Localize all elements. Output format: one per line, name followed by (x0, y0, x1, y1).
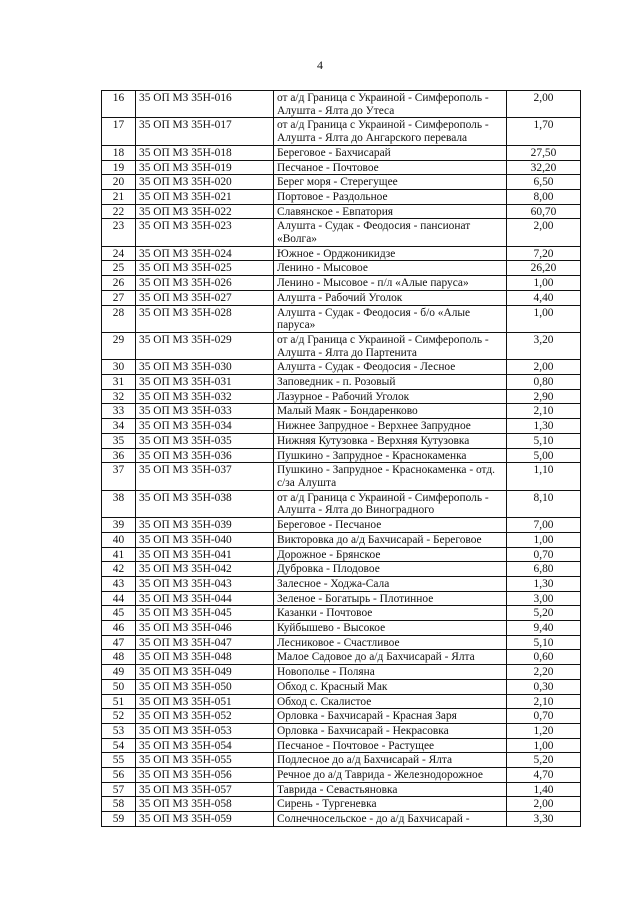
road-length: 5,00 (507, 448, 581, 463)
table-row (102, 189, 581, 204)
road-code: 35 ОП МЗ 35Н-054 (136, 738, 274, 753)
road-length: 1,70 (507, 118, 581, 145)
row-number: 55 (102, 753, 136, 768)
road-name: Пушкино - Запрудное - Краснокаменка - отд. с/за Алушта (274, 463, 507, 490)
table-row (102, 204, 581, 219)
table-row (102, 679, 581, 694)
row-number: 29 (102, 332, 136, 359)
road-code: 35 ОП МЗ 35Н-024 (136, 246, 274, 261)
road-code: 35 ОП МЗ 35Н-052 (136, 709, 274, 724)
row-number: 32 (102, 389, 136, 404)
road-code: 35 ОП МЗ 35Н-016 (136, 91, 274, 118)
road-name: от а/д Граница с Украиной - Симферополь - Алушта - Ялта до Ангарского перевала (274, 118, 507, 145)
table-row (102, 433, 581, 448)
road-name: Подлесное до а/д Бахчисарай - Ялта (274, 753, 507, 768)
road-code: 35 ОП МЗ 35Н-029 (136, 332, 274, 359)
row-number: 16 (102, 91, 136, 118)
row-number: 51 (102, 694, 136, 709)
road-length: 2,00 (507, 91, 581, 118)
row-number: 58 (102, 797, 136, 812)
road-name: Солнечносельское - до а/д Бахчисарай - (274, 812, 507, 827)
road-length: 2,90 (507, 389, 581, 404)
table-row (102, 591, 581, 606)
road-name: Обход с. Скалистое (274, 694, 507, 709)
row-number: 39 (102, 518, 136, 533)
row-number: 35 (102, 433, 136, 448)
road-code: 35 ОП МЗ 35Н-050 (136, 679, 274, 694)
row-number: 18 (102, 145, 136, 160)
road-code: 35 ОП МЗ 35Н-020 (136, 175, 274, 190)
road-length: 0,80 (507, 375, 581, 390)
row-number: 59 (102, 812, 136, 827)
table-row (102, 448, 581, 463)
road-code: 35 ОП МЗ 35Н-057 (136, 782, 274, 797)
road-length: 5,10 (507, 433, 581, 448)
road-length: 5,20 (507, 753, 581, 768)
road-length: 3,30 (507, 812, 581, 827)
table-row (102, 621, 581, 636)
road-length: 32,20 (507, 160, 581, 175)
table-row (102, 723, 581, 738)
road-length: 2,10 (507, 694, 581, 709)
table-row (102, 305, 581, 332)
road-code: 35 ОП МЗ 35Н-027 (136, 290, 274, 305)
road-name: Новополье - Поляна (274, 665, 507, 680)
row-number: 34 (102, 419, 136, 434)
road-length: 0,70 (507, 547, 581, 562)
table-row (102, 404, 581, 419)
road-length: 2,20 (507, 665, 581, 680)
road-length: 8,10 (507, 490, 581, 517)
road-name: Дорожное - Брянское (274, 547, 507, 562)
road-code: 35 ОП МЗ 35Н-042 (136, 562, 274, 577)
row-number: 44 (102, 591, 136, 606)
table-row (102, 576, 581, 591)
table-row (102, 160, 581, 175)
road-name: Портовое - Раздольное (274, 189, 507, 204)
road-code: 35 ОП МЗ 35Н-044 (136, 591, 274, 606)
row-number: 40 (102, 532, 136, 547)
row-number: 54 (102, 738, 136, 753)
road-code: 35 ОП МЗ 35Н-040 (136, 532, 274, 547)
road-length: 9,40 (507, 621, 581, 636)
row-number: 27 (102, 290, 136, 305)
row-number: 25 (102, 261, 136, 276)
row-number: 36 (102, 448, 136, 463)
row-number: 28 (102, 305, 136, 332)
table-row (102, 709, 581, 724)
road-length: 1,00 (507, 305, 581, 332)
road-name: Южное - Орджоникидзе (274, 246, 507, 261)
row-number: 19 (102, 160, 136, 175)
road-code: 35 ОП МЗ 35Н-022 (136, 204, 274, 219)
table-row (102, 360, 581, 375)
road-name: Заповедник - п. Розовый (274, 375, 507, 390)
row-number: 33 (102, 404, 136, 419)
table-row (102, 518, 581, 533)
table-row (102, 490, 581, 517)
road-name: Песчаное - Почтовое (274, 160, 507, 175)
road-code: 35 ОП МЗ 35Н-023 (136, 219, 274, 246)
road-name: Нижняя Кутузовка - Верхняя Кутузовка (274, 433, 507, 448)
road-code: 35 ОП МЗ 35Н-039 (136, 518, 274, 533)
road-code: 35 ОП МЗ 35Н-045 (136, 606, 274, 621)
road-length: 1,30 (507, 576, 581, 591)
road-name: Викторовка до а/д Бахчисарай - Береговое (274, 532, 507, 547)
row-number: 20 (102, 175, 136, 190)
table-row (102, 606, 581, 621)
road-length: 60,70 (507, 204, 581, 219)
road-code: 35 ОП МЗ 35Н-058 (136, 797, 274, 812)
road-code: 35 ОП МЗ 35Н-017 (136, 118, 274, 145)
table-row (102, 532, 581, 547)
page-number: 4 (317, 58, 323, 72)
road-name: Берег моря - Стерегущее (274, 175, 507, 190)
table-row (102, 782, 581, 797)
road-code: 35 ОП МЗ 35Н-055 (136, 753, 274, 768)
row-number: 31 (102, 375, 136, 390)
table-row (102, 738, 581, 753)
road-length: 1,00 (507, 276, 581, 291)
road-name: Ленино - Мысовое (274, 261, 507, 276)
roads-table-body (102, 91, 581, 827)
road-length: 27,50 (507, 145, 581, 160)
table-row (102, 246, 581, 261)
road-code: 35 ОП МЗ 35Н-038 (136, 490, 274, 517)
road-code: 35 ОП МЗ 35Н-033 (136, 404, 274, 419)
table-row (102, 175, 581, 190)
road-length: 2,00 (507, 360, 581, 375)
row-number: 26 (102, 276, 136, 291)
table-row (102, 91, 581, 118)
road-length: 5,20 (507, 606, 581, 621)
road-length: 6,80 (507, 562, 581, 577)
road-length: 4,40 (507, 290, 581, 305)
table-row (102, 276, 581, 291)
table-row (102, 389, 581, 404)
row-number: 49 (102, 665, 136, 680)
road-length: 1,20 (507, 723, 581, 738)
road-name: Лесниковое - Счастливое (274, 635, 507, 650)
table-row (102, 375, 581, 390)
road-code: 35 ОП МЗ 35Н-028 (136, 305, 274, 332)
road-code: 35 ОП МЗ 35Н-019 (136, 160, 274, 175)
road-name: Алушта - Судак - Феодосия - б/о «Алые паруса» (274, 305, 507, 332)
row-number: 17 (102, 118, 136, 145)
road-name: от а/д Граница с Украиной - Симферополь - Алушта - Ялта до Виноградного (274, 490, 507, 517)
road-code: 35 ОП МЗ 35Н-031 (136, 375, 274, 390)
road-name: Лазурное - Рабочий Уголок (274, 389, 507, 404)
table-row (102, 768, 581, 783)
road-length: 2,00 (507, 219, 581, 246)
road-code: 35 ОП МЗ 35Н-059 (136, 812, 274, 827)
road-length: 0,30 (507, 679, 581, 694)
road-name: от а/д Граница с Украиной - Симферополь - Алушта - Ялта до Утеса (274, 91, 507, 118)
road-length: 2,10 (507, 404, 581, 419)
row-number: 48 (102, 650, 136, 665)
road-name: Таврида - Севастьяновка (274, 782, 507, 797)
road-name: Куйбышево - Высокое (274, 621, 507, 636)
road-code: 35 ОП МЗ 35Н-056 (136, 768, 274, 783)
road-length: 0,70 (507, 709, 581, 724)
road-name: Береговое - Бахчисарай (274, 145, 507, 160)
table-row (102, 665, 581, 680)
table-row (102, 290, 581, 305)
road-name: Дубровка - Плодовое (274, 562, 507, 577)
road-name: Казанки - Почтовое (274, 606, 507, 621)
row-number: 57 (102, 782, 136, 797)
road-code: 35 ОП МЗ 35Н-046 (136, 621, 274, 636)
road-name: Нижнее Запрудное - Верхнее Запрудное (274, 419, 507, 434)
row-number: 38 (102, 490, 136, 517)
table-row (102, 547, 581, 562)
row-number: 42 (102, 562, 136, 577)
road-code: 35 ОП МЗ 35Н-037 (136, 463, 274, 490)
table-row (102, 219, 581, 246)
table-row (102, 753, 581, 768)
road-code: 35 ОП МЗ 35Н-036 (136, 448, 274, 463)
table-row (102, 118, 581, 145)
road-code: 35 ОП МЗ 35Н-043 (136, 576, 274, 591)
table-row (102, 463, 581, 490)
table-row (102, 145, 581, 160)
road-name: Ленино - Мысовое - п/л «Алые паруса» (274, 276, 507, 291)
road-code: 35 ОП МЗ 35Н-025 (136, 261, 274, 276)
road-code: 35 ОП МЗ 35Н-047 (136, 635, 274, 650)
table-row (102, 694, 581, 709)
row-number: 37 (102, 463, 136, 490)
road-length: 4,70 (507, 768, 581, 783)
road-code: 35 ОП МЗ 35Н-018 (136, 145, 274, 160)
road-length: 7,00 (507, 518, 581, 533)
table-row (102, 797, 581, 812)
road-code: 35 ОП МЗ 35Н-049 (136, 665, 274, 680)
road-length: 0,60 (507, 650, 581, 665)
table-row (102, 261, 581, 276)
road-code: 35 ОП МЗ 35Н-030 (136, 360, 274, 375)
row-number: 30 (102, 360, 136, 375)
roads-table (101, 90, 581, 827)
road-code: 35 ОП МЗ 35Н-051 (136, 694, 274, 709)
road-name: Алушта - Судак - Феодосия - Лесное (274, 360, 507, 375)
road-code: 35 ОП МЗ 35Н-032 (136, 389, 274, 404)
road-name: Малое Садовое до а/д Бахчисарай - Ялта (274, 650, 507, 665)
road-name: Орловка - Бахчисарай - Некрасовка (274, 723, 507, 738)
road-length: 8,00 (507, 189, 581, 204)
road-name: Речное до а/д Таврида - Железнодорожное (274, 768, 507, 783)
road-length: 1,10 (507, 463, 581, 490)
road-code: 35 ОП МЗ 35Н-035 (136, 433, 274, 448)
row-number: 22 (102, 204, 136, 219)
road-name: Алушта - Рабочий Уголок (274, 290, 507, 305)
road-name: Зеленое - Богатырь - Плотинное (274, 591, 507, 606)
road-code: 35 ОП МЗ 35Н-053 (136, 723, 274, 738)
road-name: Сирень - Тургеневка (274, 797, 507, 812)
road-code: 35 ОП МЗ 35Н-021 (136, 189, 274, 204)
road-name: Орловка - Бахчисарай - Красная Заря (274, 709, 507, 724)
road-length: 1,40 (507, 782, 581, 797)
road-length: 3,00 (507, 591, 581, 606)
table-row (102, 812, 581, 827)
row-number: 45 (102, 606, 136, 621)
row-number: 43 (102, 576, 136, 591)
road-length: 6,50 (507, 175, 581, 190)
road-name: Алушта - Судак - Феодосия - пансионат «Волга» (274, 219, 507, 246)
road-name: Залесное - Ходжа-Сала (274, 576, 507, 591)
road-name: Пушкино - Запрудное - Краснокаменка (274, 448, 507, 463)
road-length: 1,00 (507, 532, 581, 547)
road-name: Береговое - Песчаное (274, 518, 507, 533)
road-length: 3,20 (507, 332, 581, 359)
row-number: 53 (102, 723, 136, 738)
road-length: 7,20 (507, 246, 581, 261)
road-code: 35 ОП МЗ 35Н-034 (136, 419, 274, 434)
road-length: 26,20 (507, 261, 581, 276)
road-code: 35 ОП МЗ 35Н-048 (136, 650, 274, 665)
table-row (102, 635, 581, 650)
road-code: 35 ОП МЗ 35Н-026 (136, 276, 274, 291)
row-number: 47 (102, 635, 136, 650)
row-number: 21 (102, 189, 136, 204)
table-row (102, 419, 581, 434)
road-code: 35 ОП МЗ 35Н-041 (136, 547, 274, 562)
row-number: 41 (102, 547, 136, 562)
row-number: 46 (102, 621, 136, 636)
table-row (102, 650, 581, 665)
road-length: 2,00 (507, 797, 581, 812)
row-number: 50 (102, 679, 136, 694)
row-number: 23 (102, 219, 136, 246)
road-length: 1,30 (507, 419, 581, 434)
road-length: 5,10 (507, 635, 581, 650)
row-number: 56 (102, 768, 136, 783)
row-number: 24 (102, 246, 136, 261)
road-name: Обход с. Красный Мак (274, 679, 507, 694)
road-name: Малый Маяк - Бондаренково (274, 404, 507, 419)
road-length: 1,00 (507, 738, 581, 753)
road-name: Песчаное - Почтовое - Растущее (274, 738, 507, 753)
table-row (102, 562, 581, 577)
road-name: Славянское - Евпатория (274, 204, 507, 219)
road-name: от а/д Граница с Украиной - Симферополь - Алушта - Ялта до Партенита (274, 332, 507, 359)
row-number: 52 (102, 709, 136, 724)
table-row (102, 332, 581, 359)
